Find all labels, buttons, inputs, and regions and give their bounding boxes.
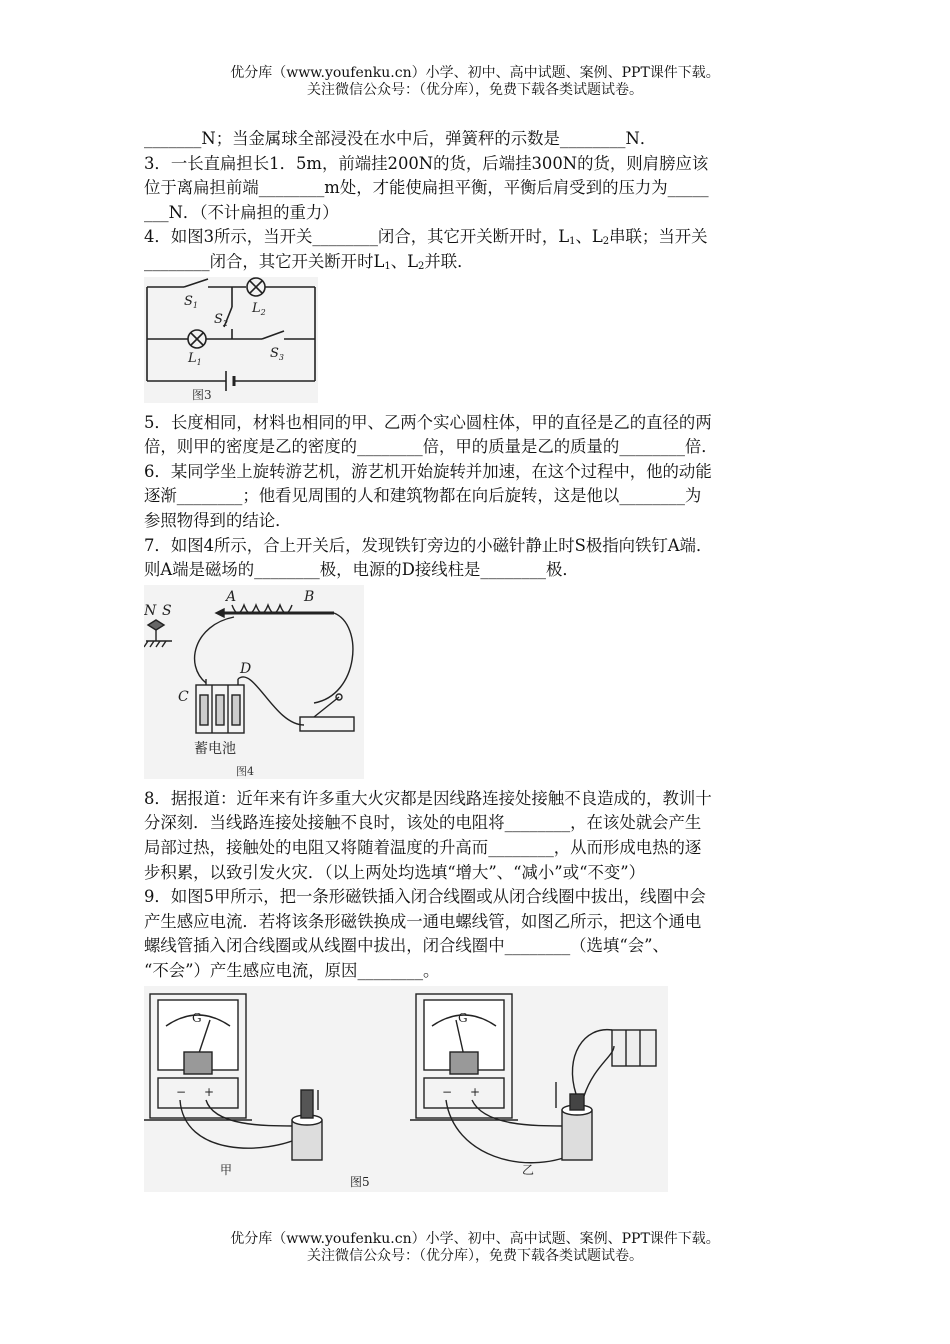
- question-3: 3．一长直扁担长1．5m，前端挂200N的货，后端挂300N的货，则肩膀应该: [144, 153, 709, 173]
- text-line: “不会”）产生感应电流，原因________。: [144, 960, 440, 980]
- footer-line-2: 关注微信公众号：（优分库），免费下载各类试题试卷。: [307, 1248, 643, 1264]
- figure-5-induction: [144, 986, 668, 1192]
- question-8: 8．据报道：近年来有许多重大火灾都是因线路连接处接触不良造成的，教训十: [144, 788, 712, 808]
- question-9: 9．如图5甲所示，把一条形磁铁插入闭合线圈或从闭合线圈中拔出，线圈中会: [144, 887, 706, 907]
- figure-4-caption: 图4: [236, 764, 254, 778]
- text-line: 步积累，以致引发火灾．（以上两处均选填“增大”、“减小”或“不变”）: [144, 862, 646, 882]
- label-s1: $S_1$: [184, 293, 198, 310]
- label-l2: $L_2$: [252, 300, 266, 317]
- text-line: ________闭合，其它开关断开时$L_1$、$L_2$并联．: [144, 251, 474, 272]
- label-d: D: [240, 660, 252, 677]
- figure-5-caption: 图5: [350, 1175, 370, 1190]
- terminal-plus-jia: +: [204, 1085, 215, 1100]
- label-c: C: [178, 688, 189, 705]
- battery-label: 蓄电池: [194, 740, 236, 757]
- text-line: 分深刻．当线路连接处接触不良时，该处的电阻将________，在该处就会产生: [144, 813, 702, 833]
- header-line-2: 关注微信公众号：（优分库），免费下载各类试题试卷。: [307, 82, 643, 98]
- question-6: 6．某同学坐上旋转游艺机，游艺机开始旋转并加速，在这个过程中，他的动能: [144, 461, 712, 481]
- question-5: 5．长度相同，材料也相同的甲、乙两个实心圆柱体，甲的直径是乙的直径的两: [144, 412, 712, 432]
- terminal-minus-yi: −: [442, 1085, 453, 1100]
- figure-3-caption: 图3: [192, 387, 212, 402]
- text-line: 局部过热，接触处的电阻又将随着温度的升高而________，从而形成电热的逐: [144, 837, 702, 857]
- text-line: 产生感应电流．若将该条形磁铁换成一通电螺线管，如图乙所示，把这个通电: [144, 911, 702, 931]
- label-s: S: [162, 602, 172, 619]
- label-a: A: [226, 588, 237, 605]
- text-line: 则A端是磁场的________极，电源的D接线柱是________极．: [144, 560, 579, 580]
- text-line: _______N；当金属球全部浸没在水中后，弹簧秤的示数是________N．: [144, 129, 657, 148]
- label-yi: 乙: [522, 1163, 535, 1178]
- label-b: B: [304, 588, 315, 605]
- page-header: [0, 65, 950, 99]
- label-l1: $L_1$: [188, 350, 202, 367]
- terminal-minus-jia: −: [176, 1085, 187, 1100]
- label-jia: 甲: [220, 1163, 233, 1178]
- figure-4-electromagnet: [144, 585, 364, 779]
- question-4: 4．如图3所示，当开关________闭合，其它开关断开时，$L_1$、$L_2$串联；当开关: [144, 227, 708, 248]
- text-line: ___N．（不计扁担的重力）: [144, 202, 339, 222]
- terminal-plus-yi: +: [470, 1085, 481, 1100]
- label-s2: $S_2$: [214, 311, 228, 328]
- page-footer: [0, 1231, 950, 1265]
- document-body: [144, 127, 819, 1200]
- question-7: 7．如图4所示，合上开关后，发现铁钉旁边的小磁针静止时S极指向铁钉A端．: [144, 535, 713, 555]
- meter-g-label-yi: G: [458, 1011, 468, 1026]
- text-line: 螺线管插入闭合线圈或从线圈中拔出，闭合线圈中________（选填“会”、: [144, 936, 669, 956]
- text-line: 位于离扁担前端________m处，才能使扁担平衡，平衡后肩受到的压力为_____: [144, 178, 709, 198]
- label-n: N: [144, 602, 157, 619]
- footer-line-1: 优分库（www.youfenku.cn）小学、初中、高中试题、案例、PPT课件下载。: [230, 1231, 720, 1247]
- label-s3: $S_3$: [270, 345, 284, 362]
- figure-3-circuit: [144, 277, 318, 403]
- meter-g-label-jia: G: [192, 1011, 202, 1026]
- header-line-1: 优分库（www.youfenku.cn）小学、初中、高中试题、案例、PPT课件下载。: [230, 65, 720, 81]
- text-line: 参照物得到的结论．: [144, 510, 292, 530]
- text-line: 逐渐________；他看见周围的人和建筑物都在向后旋转，这是他以________为: [144, 486, 702, 506]
- text-line: 倍，则甲的密度是乙的密度的________倍，甲的质量是乙的质量的________倍．: [144, 437, 718, 457]
